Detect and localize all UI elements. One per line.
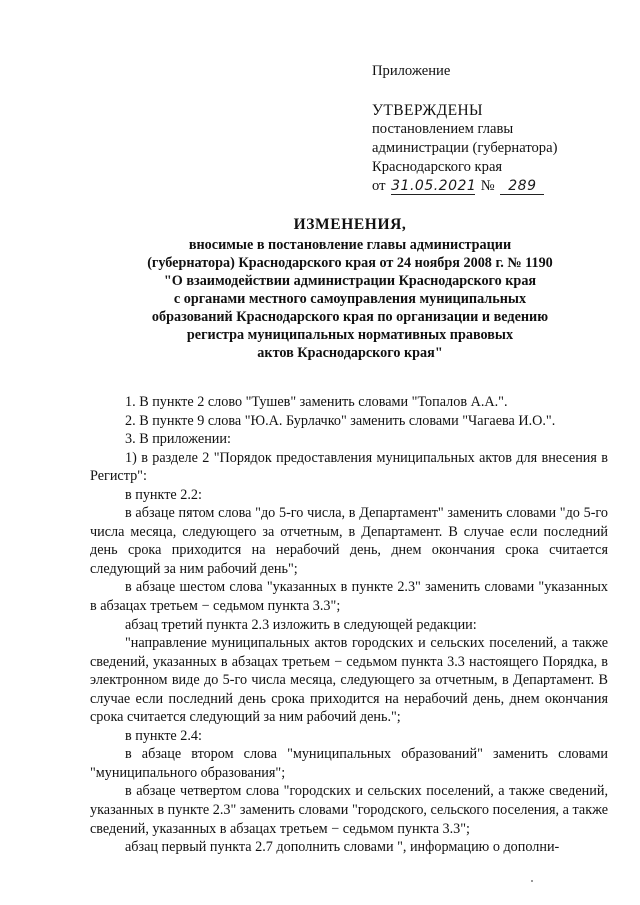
appendix-label: Приложение bbox=[372, 63, 451, 79]
document-body bbox=[90, 393, 608, 857]
title-line: "О взаимодействии администрации Краснодарского края bbox=[163, 273, 537, 289]
title-line: с органами местного самоуправления муниципальных bbox=[173, 291, 527, 307]
body-paragraph: в абзаце шестом слова "указанных в пункте 2.3" заменить словами "указанных в абзацах третьем − седьмом пункта 3.3"; bbox=[90, 579, 608, 615]
body-paragraph: в абзаце четвертом слова "городских и сельских поселений, а также сведений, указанных в пункте 2.3" заменить словами "городского, сельского поселения, а также сведений, указанных в абзацах третьем − седьмом пункта 3.3"; bbox=[90, 783, 608, 837]
approved-by-line-1: постановлением главы bbox=[372, 121, 514, 137]
title-line: актов Краснодарского края" bbox=[257, 345, 443, 361]
date-prefix: от bbox=[372, 178, 386, 194]
body-paragraph: 1) в разделе 2 "Порядок предоставления муниципальных актов для внесения в Регистр": bbox=[90, 449, 608, 485]
body-paragraph: в пункте 2.2: bbox=[125, 486, 202, 503]
title-line: регистра муниципальных нормативных правовых bbox=[186, 327, 514, 343]
approved-by-line-2: администрации (губернатора) bbox=[372, 140, 558, 156]
body-paragraph: абзац третий пункта 2.3 изложить в следующей редакции: bbox=[125, 616, 477, 633]
body-paragraph: 2. В пункте 9 слова "Ю.А. Бурлачко" заменить словами "Чагаева И.О.". bbox=[125, 412, 556, 429]
body-paragraph: "направление муниципальных актов городских и сельских поселений, а также сведений, указанных в абзацах третьем − седьмом пункта 3.3 настоящего Порядка, в электронном виде до 5-го числа месяца, следующего за отчетным, в Департамент. В случае если последний день срока приходится на нерабочий день, днем окончания срока считается следующий за ним рабочий день."; bbox=[90, 635, 608, 726]
title-line: образований Краснодарского края по организации и ведению bbox=[151, 309, 549, 325]
handwritten-number: 289 bbox=[500, 179, 544, 195]
body-paragraph: в абзаце втором слова "муниципальных образований" заменить словами "муниципального образования"; bbox=[90, 746, 608, 781]
resolution-date-line bbox=[372, 177, 622, 196]
handwritten-date: 31.05.2021 bbox=[391, 178, 477, 194]
body-paragraph: 3. В приложении: bbox=[125, 431, 231, 448]
body-paragraph: абзац первый пункта 2.7 дополнить словами ", информацию о дополни- bbox=[125, 839, 560, 856]
document-title bbox=[100, 216, 600, 362]
approved-by-line-3: Краснодарского края bbox=[372, 159, 503, 175]
number-prefix: № bbox=[480, 178, 495, 194]
body-paragraph: в пункте 2.4: bbox=[125, 727, 202, 744]
scan-speck bbox=[531, 880, 533, 882]
body-paragraph: 1. В пункте 2 слово "Тушев" заменить словами "Топалов А.А.". bbox=[125, 394, 508, 410]
title-line: вносимые в постановление главы администрации bbox=[188, 237, 512, 253]
title-main: ИЗМЕНЕНИЯ, bbox=[293, 216, 407, 233]
approval-stamp bbox=[372, 62, 622, 196]
body-paragraph: в абзаце пятом слова "до 5-го числа, в Департамент" заменить словами "до 5-го числа месяца, следующего за отчетным, в Департамент. В случае если последний день срока приходится на нерабочий день, днем окончания срока считается следующий за ним рабочий день"; bbox=[90, 505, 608, 577]
approved-heading: УТВЕРЖДЕНЫ bbox=[372, 102, 483, 119]
title-line: (губернатора) Краснодарского края от 24 ноября 2008 г. № 1190 bbox=[147, 255, 553, 271]
